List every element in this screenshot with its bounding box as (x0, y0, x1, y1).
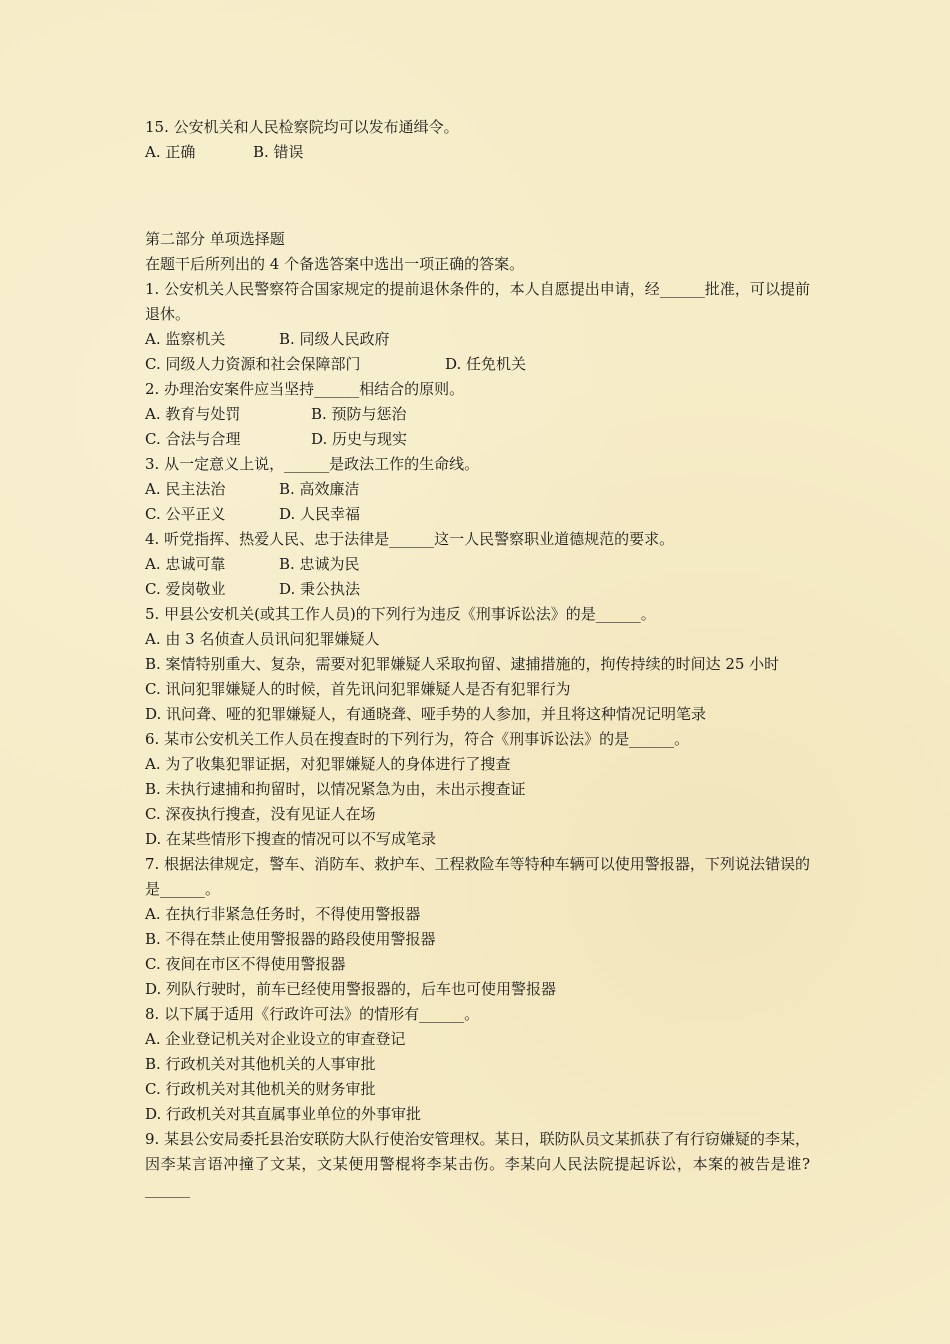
option-c: C. 行政机关对其他机关的财务审批 (145, 1080, 376, 1098)
question-15-stem: 15. 公安机关和人民检察院均可以发布通缉令。 (145, 118, 459, 136)
option-b: B. 行政机关对其他机关的人事审批 (145, 1055, 376, 1073)
option-d: D. 讯问聋、哑的犯罪嫌疑人，有通晓聋、哑手势的人参加，并且将这种情况记明笔录 (145, 705, 707, 723)
option-a: A. 企业登记机关对企业设立的审查登记 (145, 1030, 406, 1048)
option-c: C. 夜间在市区不得使用警报器 (145, 955, 346, 973)
question-4-stem: 4. 听党指挥、热爱人民、忠于法律是______这一人民警察职业道德规范的要求。 (145, 530, 675, 548)
option-c: C. 公平正义 (145, 505, 226, 523)
option-d: D. 秉公执法 (279, 580, 361, 598)
question-6-stem: 6. 某市公安机关工作人员在搜查时的下列行为，符合《刑事诉讼法》的是______。 (145, 730, 690, 748)
option-b: B. 高效廉洁 (279, 480, 360, 498)
option-d: D. 历史与现实 (311, 430, 408, 448)
option-c: C. 合法与合理 (145, 430, 241, 448)
question-4-options-row1 (145, 552, 810, 577)
option-a: A. 在执行非紧急任务时，不得使用警报器 (145, 905, 421, 923)
option-d: D. 在某些情形下搜查的情况可以不写成笔录 (145, 830, 437, 848)
option-d: D. 行政机关对其直属事业单位的外事审批 (145, 1105, 422, 1123)
question-3-options-row2 (145, 502, 810, 527)
option-a: A. 监察机关 (145, 330, 226, 348)
option-a: A. 民主法治 (145, 480, 226, 498)
option-b: B. 不得在禁止使用警报器的路段使用警报器 (145, 930, 436, 948)
option-b: B. 案情特别重大、复杂，需要对犯罪嫌疑人采取拘留、逮捕措施的，拘传持续的时间达 25 小时 (145, 655, 780, 673)
question-7-stem: 7. 根据法律规定，警车、消防车、救护车、工程救险车等特种车辆可以使用警报器，下列说法错误的是______。 (145, 855, 810, 898)
question-1-options-row2 (145, 352, 810, 377)
option-b: B. 同级人民政府 (279, 330, 390, 348)
option-b: B. 忠诚为民 (279, 555, 360, 573)
option-a: A. 忠诚可靠 (145, 555, 226, 573)
option-c: C. 深夜执行搜查，没有见证人在场 (145, 805, 376, 823)
question-2-options-row1 (145, 402, 810, 427)
option-a: A. 教育与处罚 (145, 405, 241, 423)
question-2-stem: 2. 办理治安案件应当坚持______相结合的原则。 (145, 380, 465, 398)
option-c: C. 讯问犯罪嫌疑人的时候，首先讯问犯罪嫌疑人是否有犯罪行为 (145, 680, 571, 698)
option-d: D. 人民幸福 (279, 505, 361, 523)
option-d: D. 任免机关 (445, 355, 527, 373)
question-1-stem: 1. 公安机关人民警察符合国家规定的提前退休条件的，本人自愿提出申请，经______批准，可以提前退休。 (145, 280, 810, 323)
question-2-options-row2 (145, 427, 810, 452)
option-c: C. 同级人力资源和社会保障部门 (145, 355, 361, 373)
question-5-stem: 5. 甲县公安机关(或其工作人员)的下列行为违反《刑事诉讼法》的是______。 (145, 605, 656, 623)
question-4-options-row2 (145, 577, 810, 602)
question-15-options (145, 140, 810, 165)
option-d: D. 列队行驶时，前车已经使用警报器的，后车也可使用警报器 (145, 980, 557, 998)
option-a: A. 为了收集犯罪证据，对犯罪嫌疑人的身体进行了搜查 (145, 755, 511, 773)
option-a: A. 正确 (145, 143, 196, 161)
option-b: B. 错误 (253, 143, 304, 161)
option-b: B. 未执行逮捕和拘留时，以情况紧急为由，未出示搜查证 (145, 780, 526, 798)
section-instructions: 在题干后所列出的 4 个备选答案中选出一项正确的答案。 (145, 255, 525, 273)
option-c: C. 爱岗敬业 (145, 580, 226, 598)
option-a: A. 由 3 名侦查人员讯问犯罪嫌疑人 (145, 630, 380, 648)
document-body (145, 115, 810, 1202)
question-3-options-row1 (145, 477, 810, 502)
question-1-options-row1 (145, 327, 810, 352)
question-8-stem: 8. 以下属于适用《行政许可法》的情形有______。 (145, 1005, 480, 1023)
section-heading: 第二部分 单项选择题 (145, 230, 285, 248)
option-b: B. 预防与惩治 (311, 405, 407, 423)
question-3-stem: 3. 从一定意义上说，______是政法工作的生命线。 (145, 455, 480, 473)
question-9-stem: 9. 某县公安局委托县治安联防大队行使治安管理权。某日，联防队员文某抓获了有行窃嫌疑的李某，因李某言语冲撞了文某，文某便用警棍将李某击伤。李某向人民法院提起诉讼，本案的被告是谁?______ (145, 1130, 810, 1198)
